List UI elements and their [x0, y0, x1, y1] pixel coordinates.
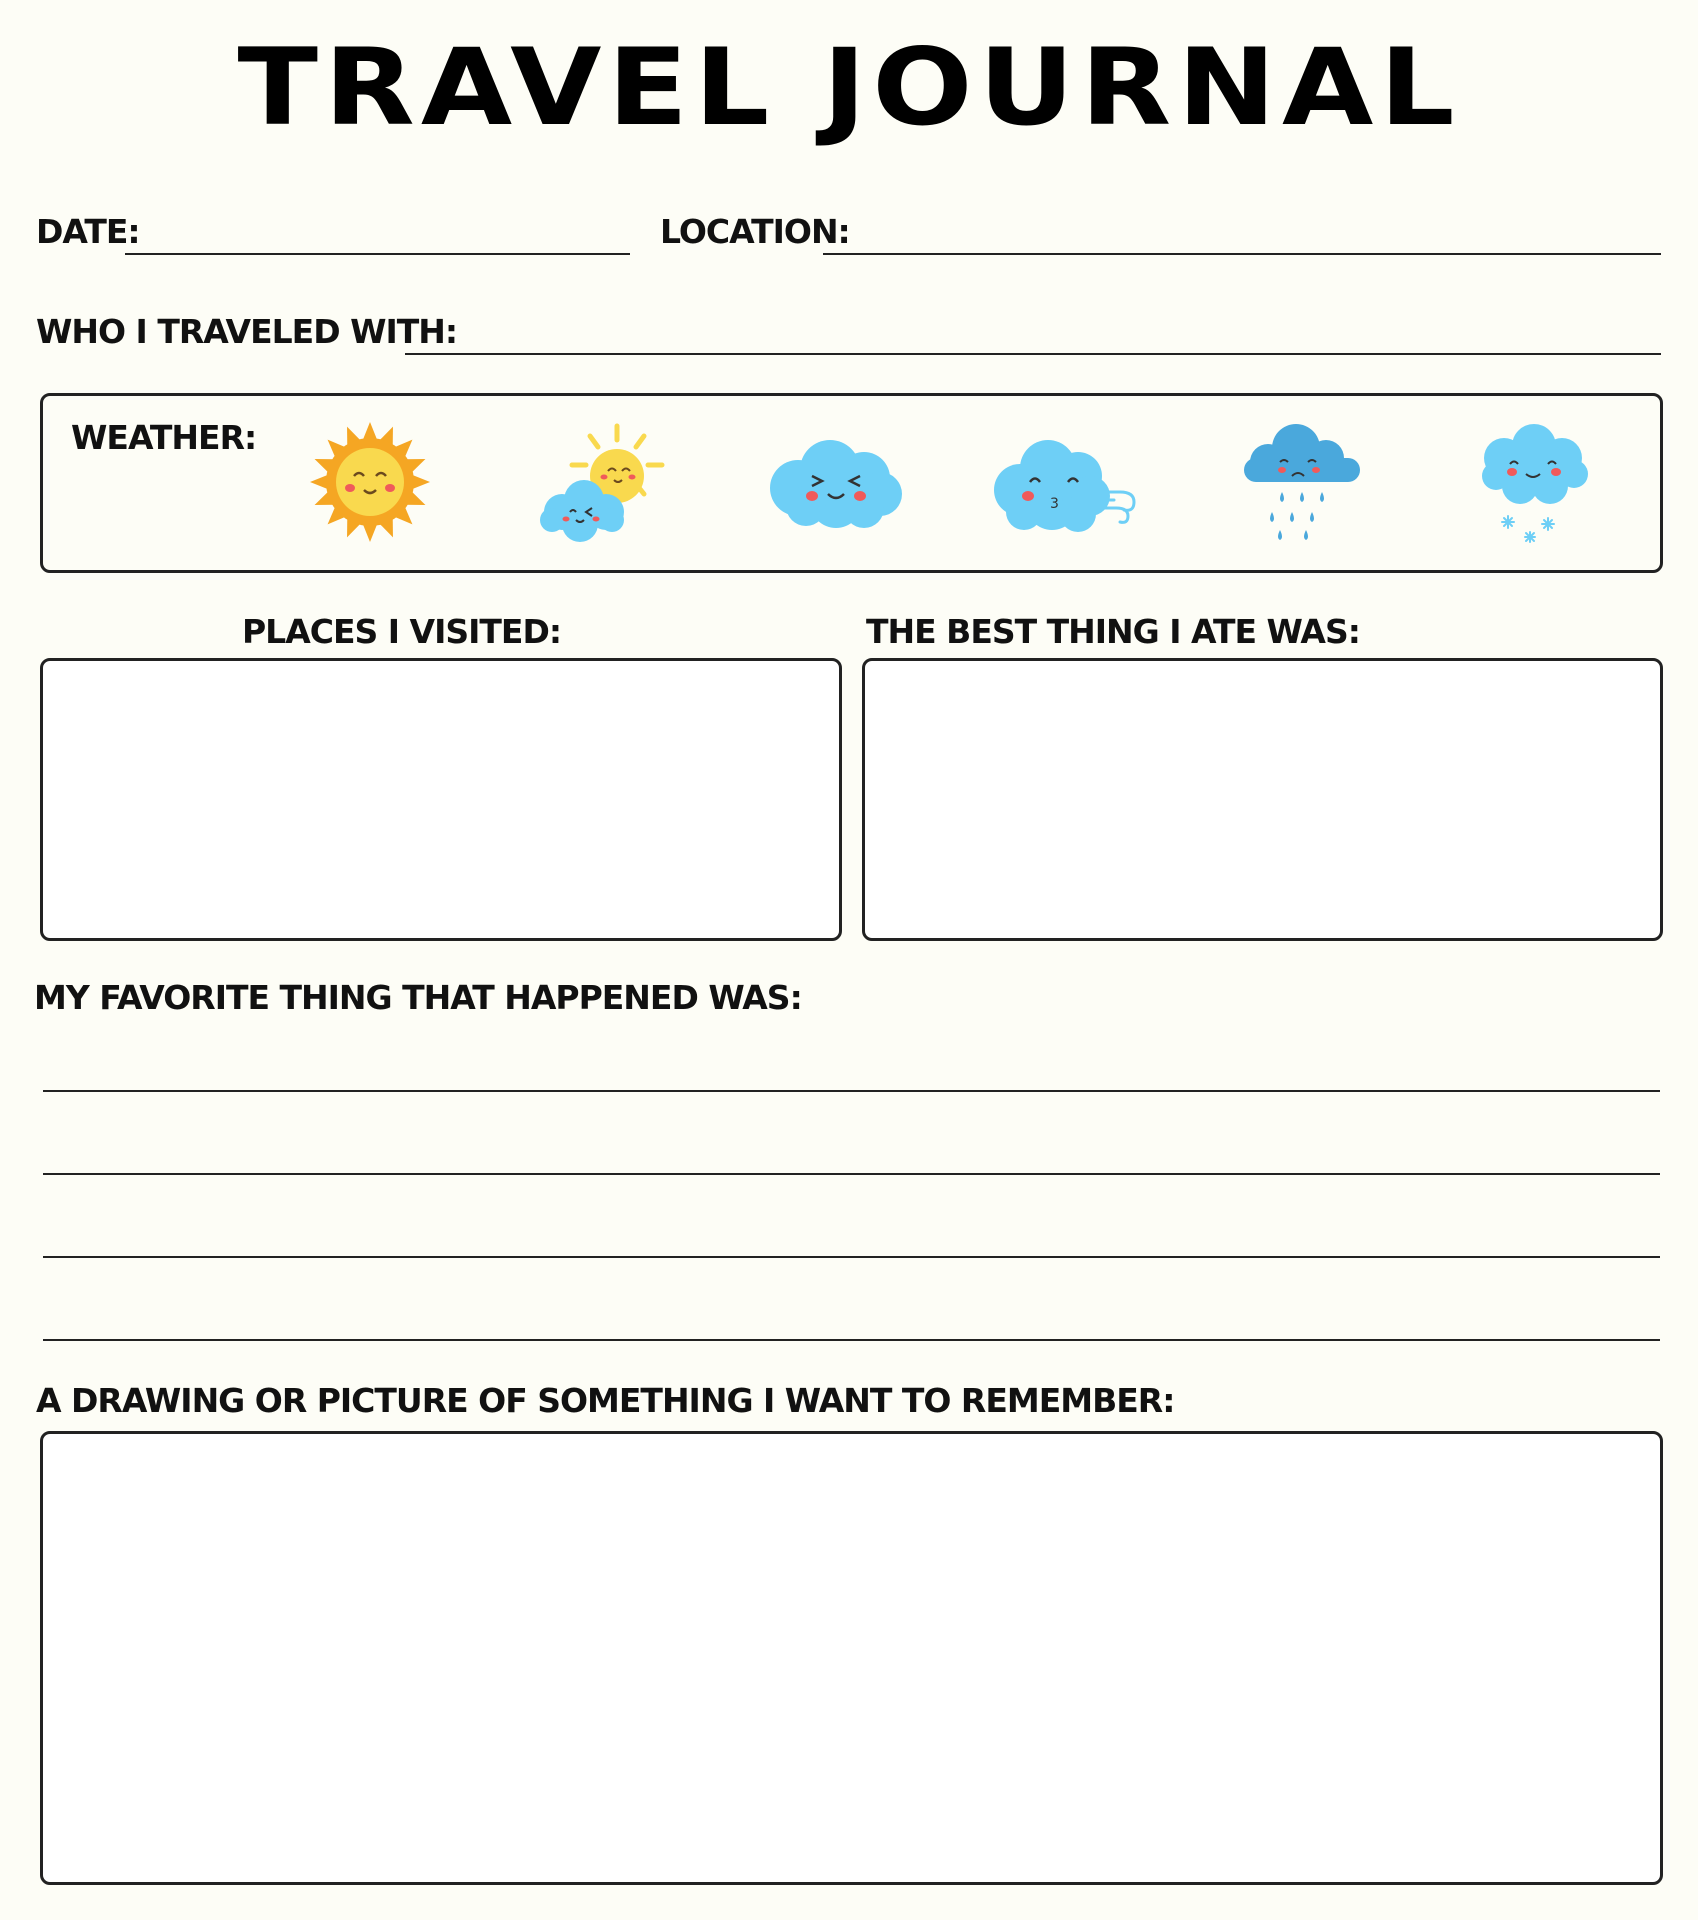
favorite-moment-line[interactable]	[43, 1339, 1660, 1341]
location-label: LOCATION:	[660, 212, 850, 251]
favorite-moment-line[interactable]	[43, 1090, 1660, 1092]
partly-cloudy-icon[interactable]	[532, 420, 672, 545]
windy-icon[interactable]	[990, 432, 1146, 536]
places-visited-box[interactable]	[40, 658, 842, 941]
date-label: DATE:	[36, 212, 140, 251]
favorite-moment-label: MY FAVORITE THING THAT HAPPENED WAS:	[34, 978, 802, 1017]
companions-label: WHO I TRAVELED WITH:	[36, 312, 458, 351]
snowy-icon[interactable]	[1476, 422, 1594, 546]
favorite-moment-line[interactable]	[43, 1256, 1660, 1258]
date-field[interactable]	[125, 253, 630, 255]
location-field[interactable]	[823, 253, 1661, 255]
page-title: TRAVEL JOURNAL	[237, 24, 1461, 150]
best-food-box[interactable]	[862, 658, 1663, 941]
places-visited-label: PLACES I VISITED:	[242, 612, 562, 651]
companions-field[interactable]	[405, 353, 1661, 355]
weather-label: WEATHER:	[71, 418, 257, 457]
best-food-label: THE BEST THING I ATE WAS:	[866, 612, 1360, 651]
svg-text:3: 3	[1050, 496, 1059, 512]
sunny-icon[interactable]	[308, 420, 432, 544]
drawing-label: A DRAWING OR PICTURE OF SOMETHING I WANT TO REMEMBER:	[36, 1381, 1175, 1420]
cloudy-icon[interactable]	[768, 436, 904, 530]
drawing-box[interactable]	[40, 1431, 1663, 1885]
favorite-moment-line[interactable]	[43, 1173, 1660, 1175]
rainy-icon[interactable]	[1240, 420, 1364, 548]
